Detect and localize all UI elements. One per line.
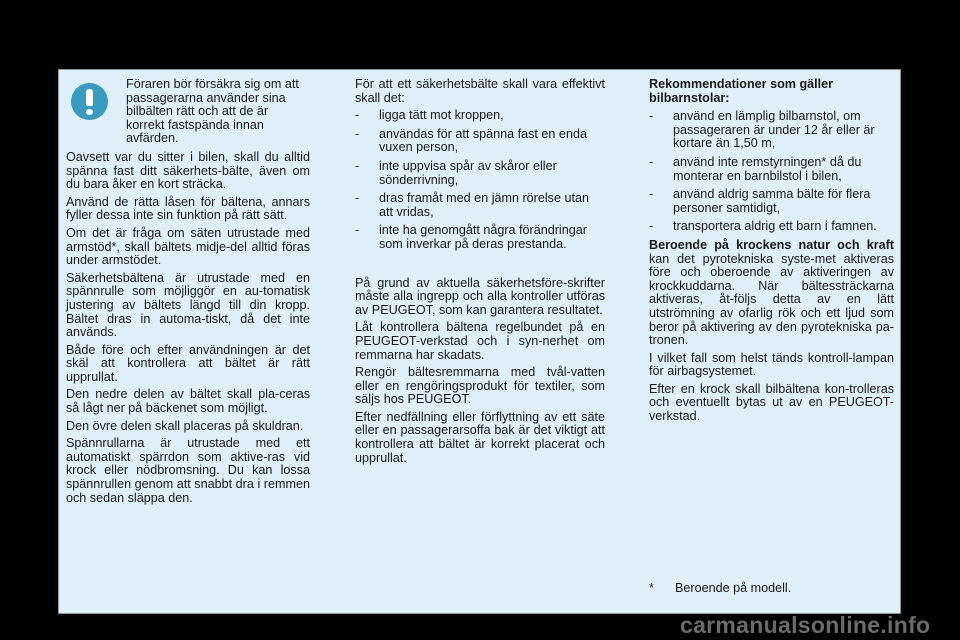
paragraph: Använd de rätta låsen för bältena, annars fyller dessa inte sin funktion på rätt sätt. xyxy=(66,194,310,223)
list-item: - använd inte remstyrningen* då du monterar en barnbilstol i bilen, xyxy=(649,154,862,183)
list-item: - användas för att spänna fast en enda vuxen person, xyxy=(355,126,587,155)
warning-text: Föraren bör försäkra sig om att passagerarna använder sina bilbälten rätt och att de är korrekt fastspända innan avfärden. xyxy=(126,77,299,146)
paragraph: Oavsett var du sitter i bilen, skall du alltid spänna fast ditt säkerhets-bälte, även om du bara åker en kort sträcka. xyxy=(66,149,310,192)
list-item: - transportera aldrig ett barn i famnen. xyxy=(649,219,877,234)
section-heading: Rekommendationer som gäller bilbarnstolar: xyxy=(649,77,834,105)
paragraph: Rengör bältesremmarna med tvål-vatten eller en rengöringsprodukt för textiler, som säljs hos PEUGEOT. xyxy=(355,365,605,407)
column-middle xyxy=(355,78,605,469)
column-left xyxy=(66,78,310,509)
paragraph: Låt kontrollera bältena regelbundet på en PEUGEOT-verkstad och i syn-nerhet om remmarna har skadats. xyxy=(355,320,605,362)
paragraph: Spännrullarna är utrustade med ett automatiskt spärrdon som aktive-ras vid krock eller nödbromsning. Du kan lossa spännrullen genom att snabbt dra i remmen och sedan släppa den. xyxy=(66,436,310,505)
watermark: carmanualsonline.info xyxy=(680,612,931,638)
manual-page-panel xyxy=(58,69,901,614)
paragraph: Säkerhetsbältena är utrustade med en spännrulle som möjliggör en au-tomatisk justering av bältets längd till din kropp. Bältet dras in automa-tiskt, då det inte används. xyxy=(66,270,310,340)
list-item: - inte uppvisa spår av skåror eller sönderrivning, xyxy=(355,158,557,187)
paragraph: På grund av aktuella säkerhetsföre-skrifter måste alla ingrepp och alla kontroller utföras av PEUGEOT, som kan garantera resultatet. xyxy=(355,275,605,317)
column-right xyxy=(649,78,894,428)
requirements-list xyxy=(355,109,605,251)
paragraph: I vilket fall som helst tänds kontroll-lampan för airbagsystemet. xyxy=(649,350,894,379)
child-seat-list xyxy=(649,110,894,234)
paragraph: Den nedre delen av bältet skall pla-ceras så lågt ner på bäckenet som möjligt. xyxy=(66,387,310,416)
warning-box xyxy=(66,78,310,146)
list-intro: För att ett säkerhetsbälte skall vara effektivt skall det: xyxy=(355,77,605,105)
paragraph: Om det är fråga om säten utrustade med armstöd*, skall bältets midje-del alltid föras under armstödet. xyxy=(66,225,310,268)
paragraph: Efter en krock skall bilbältena kon-trolleras och eventuellt bytas ut av en PEUGEOT-verkstad. xyxy=(649,381,894,424)
exclamation-icon xyxy=(71,83,108,120)
paragraph: Beroende på krockens natur och kraft kan det pyrotekniska syste-met aktiveras före och oberoende av aktiveringen av krockkuddarna. När bältessträckarna aktiveras, åt-följs detta av en lätt utströmning av ofarlig rök och ett ljud som beror på aktivering av den pyrotekniska pa-tronen. xyxy=(649,237,894,348)
paragraph: Både före och efter användningen är det skäl att kontrollera att bältet är rätt upprullat. xyxy=(66,342,310,384)
paragraph: Den övre delen skall placeras på skuldran. xyxy=(66,418,304,433)
footnote: * Beroende på modell. xyxy=(649,581,792,595)
list-item: - inte ha genomgått några förändringar som inverkar på deras prestanda. xyxy=(355,223,587,251)
list-item: - använd aldrig samma bälte för flera personer samtidigt, xyxy=(649,187,871,215)
list-item: - dras framåt med en jämn rörelse utan att vridas, xyxy=(355,191,589,219)
list-item: - använd en lämplig bilbarnstol, om passageraren är under 12 år eller är kortare än 1,50 m, xyxy=(649,109,875,151)
paragraph: Efter nedfällning eller förflyttning av ett säte eller en passagerarsoffa bak är det viktigt att kontrollera att bältet är korrekt placerat och upprullat. xyxy=(355,409,605,465)
list-item: - ligga tätt mot kroppen, xyxy=(355,108,504,123)
